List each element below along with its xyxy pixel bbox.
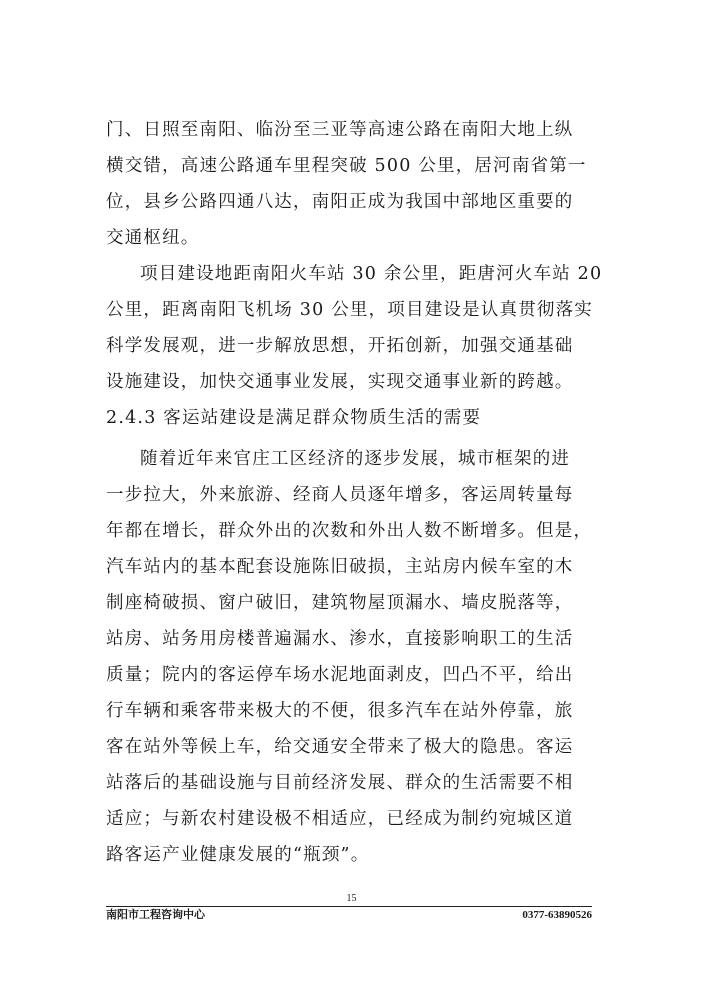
paragraph-line: 站落后的基础设施与目前经济发展、群众的生活需要不相 xyxy=(106,773,574,793)
footer-organization: 南阳市工程咨询中心 xyxy=(106,909,205,921)
footer-phone: 0377-63890526 xyxy=(522,909,592,921)
paragraph-line: 科学发展观，进一步解放思想，开拓创新，加强交通基础 xyxy=(106,336,574,356)
page-number: 15 xyxy=(346,893,357,904)
paragraph-line: 设施建设，加快交通事业发展，实现交通事业新的跨越。 xyxy=(106,372,574,392)
section-heading: 2.4.3 客运站建设是满足群众物质生活的需要 xyxy=(106,408,482,428)
paragraph-line: 行车辆和乘客带来极大的不便，很多汽车在站外停靠，旅 xyxy=(106,701,574,721)
paragraph-line: 位，县乡公路四通八达，南阳正成为我国中部地区重要的 xyxy=(106,192,574,212)
paragraph-line: 横交错，高速公路通车里程突破 500 公里，居河南省第一 xyxy=(106,156,587,176)
footer-divider xyxy=(106,906,592,907)
paragraph-line: 公里，距离南阳飞机场 30 公里，项目建设是认真贯彻落实 xyxy=(106,300,593,320)
paragraph-line: 站房、站务用房楼普遍漏水、渗水，直接影响职工的生活 xyxy=(106,629,574,649)
paragraph-line: 项目建设地距南阳火车站 30 余公里，距唐河火车站 20 xyxy=(140,264,603,284)
paragraph-line: 交通枢纽。 xyxy=(106,228,200,248)
paragraph-line: 随着近年来官庄工区经济的逐步发展，城市框架的进 xyxy=(140,449,571,469)
paragraph-line: 年都在增长，群众外出的次数和外出人数不断增多。但是， xyxy=(106,521,593,541)
paragraph-line: 门、日照至南阳、临汾至三亚等高速公路在南阳大地上纵 xyxy=(106,120,574,140)
paragraph-line: 汽车站内的基本配套设施陈旧破损，主站房内候车室的木 xyxy=(106,557,574,577)
paragraph-line: 路客运产业健康发展的“瓶颈”。 xyxy=(106,845,370,865)
paragraph-line: 客在站外等候上车，给交通安全带来了极大的隐患。客运 xyxy=(106,737,574,757)
paragraph-line: 一步拉大，外来旅游、经商人员逐年增多，客运周转量每 xyxy=(106,485,574,505)
paragraph-line: 质量；院内的客运停车场水泥地面剥皮，凹凸不平，给出 xyxy=(106,665,574,685)
paragraph-line: 制座椅破损、窗户破旧，建筑物屋顶漏水、墙皮脱落等， xyxy=(106,593,574,613)
paragraph-line: 适应；与新农村建设极不相适应，已经成为制约宛城区道 xyxy=(106,809,574,829)
